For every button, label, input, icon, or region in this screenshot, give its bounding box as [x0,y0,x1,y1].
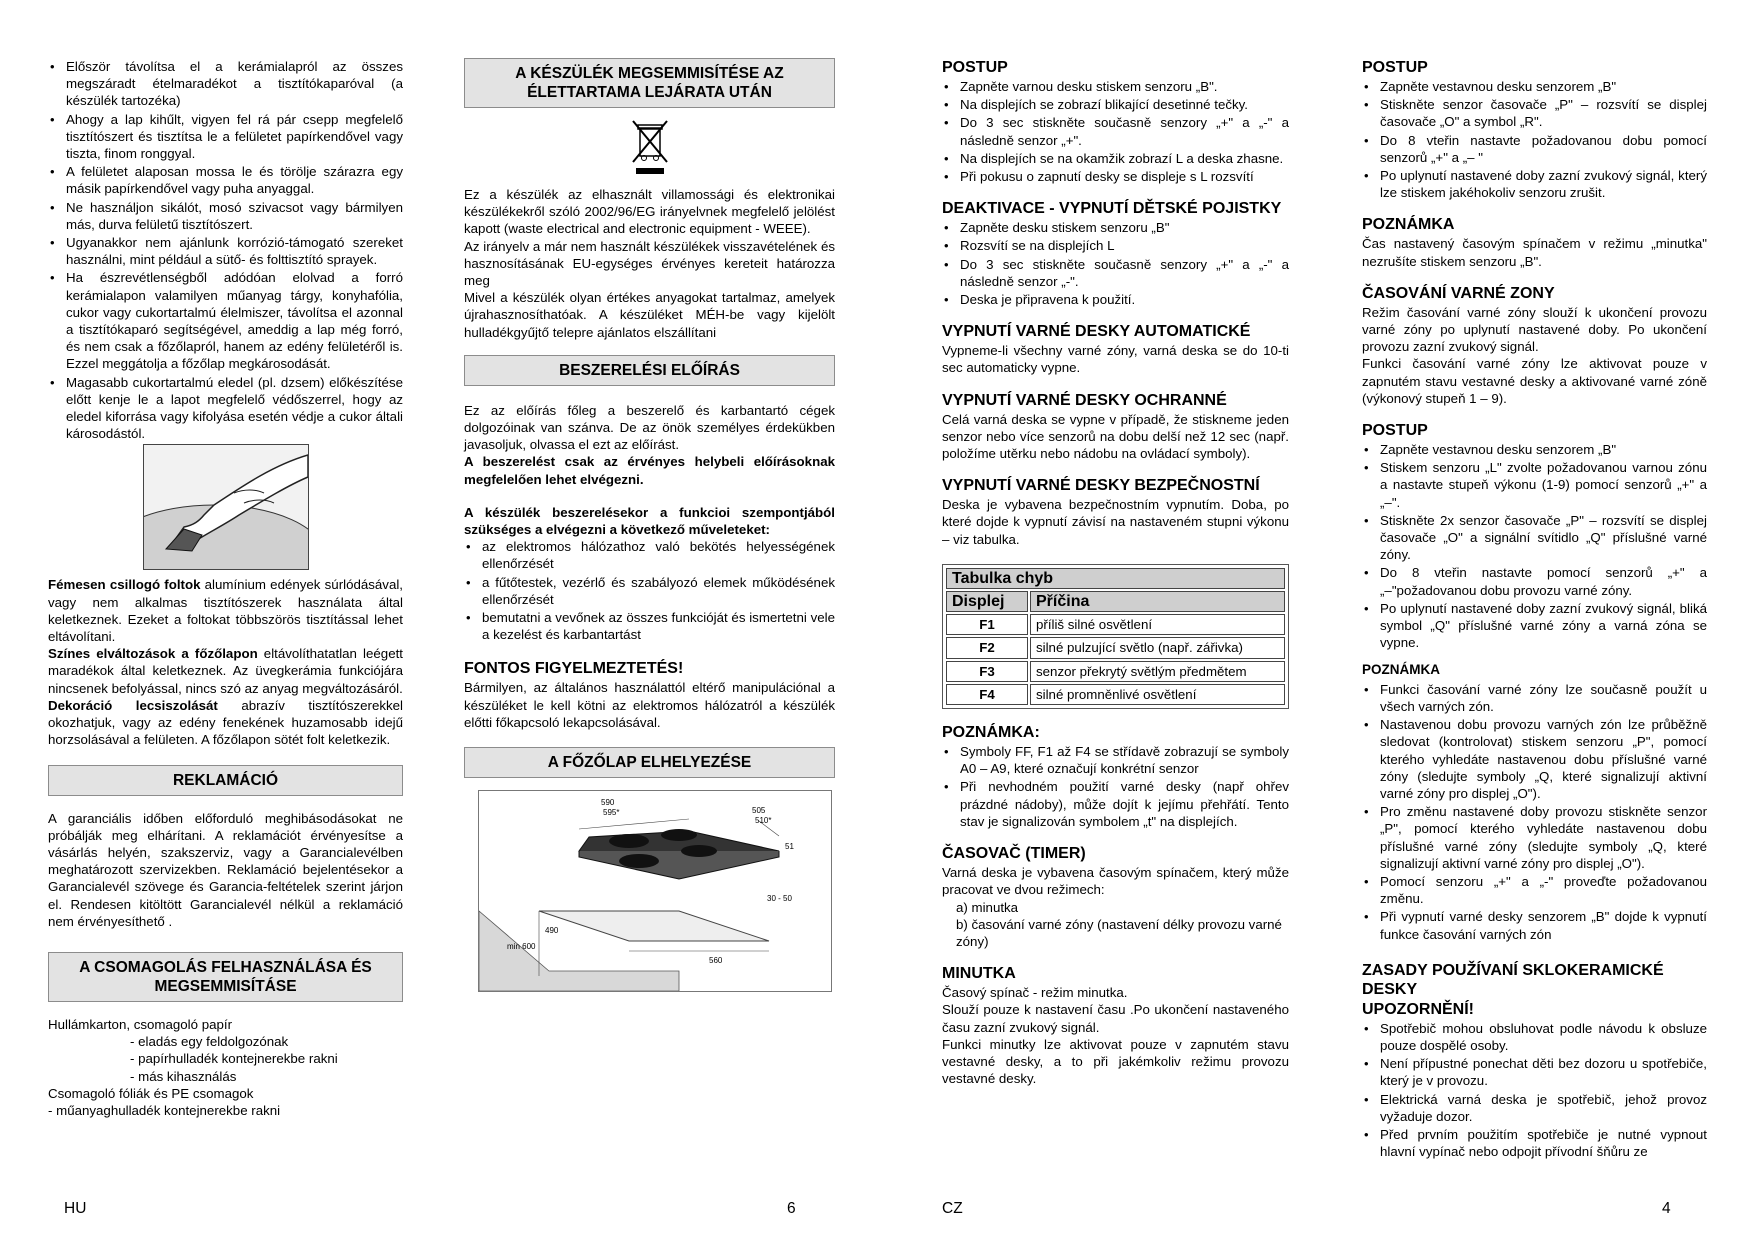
pozn2-text: Čas nastavený časovým spínačem v režimu „minutka" nezrušíte stiskem senzoru „B". [1362,236,1707,269]
ochr-heading: VYPNUTÍ VARNÉ DESKY OCHRANNÉ [942,391,1227,409]
reklamacio-text: A garanciális időben előforduló meghibásodásokat ne próbálják meg elhárítani. A reklamációt érvényesítse a vásárlás helyén, szakszerviz, vagy a Garancialevélben meghatározott szervizekben. Reklamáció bejelentésekor a Garancialevél szövege és Garancia-feltételek szerint járjon el. Rendesen kitöltött Garancialevél nélkül a reklamáció nem érvényesíthető . [48,810,403,929]
casovani-text: Režim časování varné zóny slouží k ukončení provozu varné zóny po uplynutí nastavené doby. Po ukončení provozu zazní zvukový signál. Funkci časování varné zóny lze aktivovat pouze v zapnutém stavu vestavné desky a aktivované varné zóně (výkonový stupeň 1 – 9). [1362,304,1707,406]
timer-text: Varná deska je vybavena časovým spínačem, který může pracovat ve dvou režimech: [942,865,1289,898]
list-item: • Stiskem senzoru „L" zvolte požadovanou varnou zónu a nastavte stupeň výkonu (1-9) pomocí senzorů „+" a „–". [1362,459,1707,511]
weee-p3: Mivel a készülék olyan értékes anyagokat tartalmaz, amelyek újrahasznosíthatóak. A készüléket MÉH-be vagy kijelölt hulladékgyűjtő telepre ajánlatos elszállítani [464,290,835,340]
diagram-label: 560 [709,956,723,966]
diagram-label: 590 [601,798,615,808]
list-item: • Ne használjon sikálót, mosó szivacsot vagy bármilyen más, durva felületű tisztítószert. [48,199,403,233]
cz-column-1 [942,58,1289,1087]
list-item: • Pro změnu nastavené doby provozu stiskněte senzor „P", pomocí kterého vyhledáte nastavenou dobu příslušné varné zóny (sledujte symboly „Q, které signalizují aktivní varné zóny pro displej „O"). [1362,803,1707,872]
list-item: • Do 8 vteřin nastavte pomocí senzorů „+" a „–"požadovanou dobu provozu varné zóny. [1362,564,1707,598]
pozn2-heading: POZNÁMKA [1362,216,1455,234]
table-row: F2 silné pulzující světlo (např. zářivka) [946,637,1285,658]
weee-p2: Az irányelv a már nem használt készülékek visszavételének és hasznosításának EU-egységes érvényes kereteit határozza meg [464,238,835,289]
minutka-text: Časový spínač - režim minutka. Slouží pouze k nastavení času .Po ukončení nastaveného času zazní zvukový signál. Funkci minutky lze aktivovat pouze v zapnutém stavu vestavné desky, a to při jakémkoliv režimu provozu vestavné desky. [942,985,1289,1087]
decor-paragraph: Dekoráció lecsiszolását abrazív tisztítószerekkel okozhatjuk, vagy az edény fenekének huzamosabb idejű horzsolásával a felületen. A főzőlapon sötét folt keletkezik. [48,697,404,748]
list-item: • bemutatni a vevőnek az összes funkcióját és ismertetni vele a kezelést és karbantartást [464,609,835,643]
list-item: • Na displejích se zobrazí blikající desetinné tečky. [942,96,1289,113]
postup1-heading: POSTUP [942,59,1008,76]
table-row: F1 příliš silné osvětlení [946,614,1285,635]
list-item: • Nastavenou dobu provozu varných zón lze průběžně sledovat (kontrolovat) stiskem senzoru „P", pomocí kterého vyhledáte nastavenou dobu příslušné varné zóny (sledujte symboly „Q, které signalizují aktivní varné zóny pro displej „O"). [1362,716,1707,802]
list-item: • Zapněte desku stiskem senzoru „B" [942,219,1289,236]
minutka-heading: MINUTKA [942,965,1016,983]
list-item: • az elektromos hálózathoz való bekötés helyességének ellenőrzését [464,538,835,572]
list-item: • Symboly FF, F1 až F4 se střídavě zobrazují se symboly A0 – A9, které označují konkrétní senzor [942,743,1289,777]
postup3-list [1362,441,1707,651]
diagram-label: 510* [755,816,772,826]
elhelyezes-heading: A FŐZŐLAP ELHELYEZÉSE [464,747,835,778]
list-item: • Deska je připravena k použití. [942,291,1289,308]
list-item: • Funkci časování varné zóny lze současně použít u všech varných zón. [1362,681,1707,715]
diagram-label: 505 [752,806,766,816]
beszereles-heading: BESZERELÉSI ELŐÍRÁS [464,355,835,386]
postup3-heading: POSTUP [1362,422,1428,440]
timer-option-b: b) časování varné zóny (nastavení délky provozu varné zóny) [956,916,1282,949]
list-item: • Pomocí senzoru „+" a „-" proveďte požadovanou změnu. [1362,873,1707,907]
list-item: • Na displejích se na okamžik zobrazí L a deska zhasne. [942,150,1289,167]
metal-stains-paragraph: Fémesen csillogó foltok alumínium edények súrlódásával, vagy nem alkalmas tisztítószerek használata által keletkeznek. Ezeket a foltokat többszörös tisztítással lehet eltávolítani. [48,577,403,645]
installation-diagram [478,790,832,992]
list-item: • Při pokusu o zapnutí desky se displeje s L rozsvítí [942,168,1289,185]
hu-column-2 [464,58,835,992]
list-item: • a fűtőtestek, vezérlő és szabályozó elemek működésének ellenőrzését [464,574,835,608]
list-item: • Při nevhodném použití varné desky (např ohřev prázdné nádoby), může dojít k jejímu přehřátí. Tento stav je signalizován symbolem „t" na displejích. [942,778,1289,830]
page-number-4: 4 [1662,1200,1671,1217]
cleaning-bullets [48,58,403,442]
pozn1-heading: POZNÁMKA: [942,724,1040,742]
postup2-heading: POSTUP [1362,59,1428,76]
csomagolas-heading: A CSOMAGOLÁS FELHASZNÁLÁSA ÉS MEGSEMMISÍTÁSE [48,952,403,1002]
deakt-list [942,219,1289,308]
timer-heading: ČASOVAČ (TIMER) [942,845,1086,863]
upozorneni-heading: UPOZORNĚNÍ! [1362,1000,1474,1018]
list-item: • Při vypnutí varné desky senzorem „B" dojde k vypnutí funkce časování varných zón [1362,908,1707,942]
list-item: • Először távolítsa el a kerámialapról az összes megszáradt ételmaradékot a tisztítókaparóval (a készülék tartozéka) [48,58,403,110]
list-item: • A felületet alaposan mossa le és törölje szárazra egy másik papírkendővel vagy puha anyaggal. [48,163,403,197]
list-item: • Není přípustné ponechat děti bez dozoru u spotřebiče, který je v provozu. [1362,1055,1707,1089]
fontos-heading: FONTOS FIGYELMEZTETÉS! [464,660,684,678]
besz-p1: Ez az előírás főleg a beszerelő és karbantartó cégek dolgozóinak van szánva. De az önök személyes érdekükben javasoljuk, olvassa el ezt az előírást. [464,402,835,453]
list-item: • Do 3 sec stiskněte současně senzory „+" a „-" a následně senzor „-". [942,256,1289,290]
table-header: Příčina [1030,591,1285,612]
bezp-heading: VYPNUTÍ VARNÉ DESKY BEZPEČNOSTNÍ [942,477,1260,495]
list-item: • Do 3 sec stiskněte současně senzory „+" a „-" a následně senzor „+". [942,114,1289,148]
diagram-label: 30 - 50 [767,894,792,904]
bezp-text: Deska je vybavena bezpečnostním vypnutím. Doba, po které dojde k vypnutí závisí na nastaveném stupni výkonu – viz tabulka. [942,497,1289,547]
list-item: • Do 8 vteřin nastavte požadovanou dobu pomocí senzorů „+" a „– " [1362,132,1707,166]
list-item: • Po uplynutí nastavené doby zazní zvukový signál, který lze stiskem jakéhokoliv senzoru zrušit. [1362,167,1707,201]
postup2-list [1362,78,1707,201]
list-item: • Stiskněte 2x senzor časovače „P" – rozsvítí se displej časovače „O" a signální svítidlo „Q" příslušné varné zóny. [1362,512,1707,564]
list-item: • Elektrická varná deska je spotřebič, jehož provoz vyžaduje dozor. [1362,1091,1707,1125]
color-changes-paragraph: Színes elváltozások a főzőlapon eltávolíthatatlan leégett maradékok által keletkeznek. Az üvegkerámia funkciójára nincsenek befolyással, nincs szó az anyag megváltozásáról. [48,646,403,696]
deakt-heading: DEAKTIVACE - VYPNUTÍ DĚTSKÉ POJISTKY [942,200,1282,218]
list-item: • Zapněte vestavnou desku senzorem „B" [1362,441,1707,458]
besz-p1-bold: A beszerelést csak az érvényes helybeli előírásoknak megfelelően lehet elvégezni. [464,454,835,487]
diagram-label: 490 [545,926,559,936]
reklamacio-heading: REKLAMÁCIÓ [48,765,403,796]
besz-p2-bold: A készülék beszerelésekor a funkcioi szempontjából szükséges a elvégezni a következő műveleteket: [464,504,835,538]
table-title: Tabulka chyb [946,568,1285,589]
cz-column-2 [1362,58,1707,1161]
hu-column-1 [48,58,403,1119]
scraper-illustration [143,444,309,570]
pozn3-heading: POZNÁMKA [1362,662,1440,678]
page-number-6: 6 [787,1200,796,1217]
list-item: • Spotřebič mohou obsluhovat podle návodu k obsluze pouze dospělé osoby. [1362,1020,1707,1054]
table-row: F4 silné promněnlivé osvětlení [946,684,1285,705]
postup1-list [942,78,1289,185]
table-header: Displej [946,591,1028,612]
list-item: • Ugyanakkor nem ajánlunk korrózió-támogató szereket használni, mint például a sütő- és folttisztító sprayek. [48,234,403,268]
list-item: • Zapněte vestavnou desku senzorem „B" [1362,78,1707,95]
ochr-text: Celá varná deska se vypne v případě, že stiskneme jeden senzor nebo více senzorů na dobu delší než 12 sec (např. položíme utěrku nebo nádobu na ovládací symboly). [942,411,1289,462]
error-table [942,564,1289,709]
timer-option-a: a) minutka [956,899,1019,915]
list-item: • Ahogy a lap kihűlt, vigyen fel rá pár csepp megfelelő tisztítószert és tisztítsa le a felületet papírkendővel vagy tiszta, finom ronggyal. [48,111,403,163]
megsemmisites-heading: A KÉSZÜLÉK MEGSEMMISÍTÉSE AZ ÉLETTARTAMA LEJÁRATA UTÁN [464,58,835,108]
packaging-list: Hullámkarton, csomagoló papír - eladás egy feldolgozónak - papírhulladék kontejnerekbe rakni - más kihasználás Csomagoló fóliák és PE csomagok - műanyaghulladék kontejnerekbe rakni [48,1016,338,1118]
diagram-label: 595* [603,808,620,818]
list-item: • Ha észrevétlenségből adódóan elolvad a forró kerámialapon valamilyen műanyag tárgy, konyhafólia, cukor vagy cukortartalmú élelmiszer, távolítsa el azonnal a tisztítókaparó segítségével, ameddig a lap még forró, és nem csak a főzőlapról, hanem az edény felületéről is. Ezzel meggátolja a főzőlap megkárosodását. [48,269,403,372]
diagram-label: 51 [785,842,794,852]
upozorneni-list [1362,1020,1707,1161]
auto-text: Vypneme-li všechny varné zóny, varná deska se do 10-ti sec automaticky vypne. [942,343,1289,376]
table-row: F3 senzor překrytý světlým předmětem [946,661,1285,682]
weee-p1: Ez a készülék az elhasznált villamossági és elektronikai készülékekről szóló 2002/96/EG irányelvnek megfelelő jelölést kapott (waste electrical and electronic equipment - WEEE). [464,187,835,237]
list-item: • Po uplynutí nastavené doby zazní zvukový signál, bliká symbol „Q" příslušné varné zóny a varná zóna se vypne. [1362,600,1707,652]
zasady-heading: ZASADY POUŽÍVANÍ SKLOKERAMICKÉ DESKY [1362,961,1664,998]
fontos-text: Bármilyen, az általános használattól eltérő manipulációnal a készüléket le kell kötni az elektromos hálózatról a készülék előtti főkapcsoló lekapcsolásával. [464,680,835,730]
install-bullets [464,538,835,643]
list-item: • Před prvním použitím spotřebiče je nutné vypnout hlavní vypínač nebo odpojit přívodní šňůru ze [1362,1126,1707,1160]
list-item: • Magasabb cukortartalmú eledel (pl. dzsem) előkészítése előtt kenje le a lapot megfelelő védőszerrel, hogy az eledel kiforrása vagy kifolyása esetén védje a cukor általi károsodástól. [48,374,403,443]
diagram-label: min 600 [507,942,536,952]
list-item: • Zapněte varnou desku stiskem senzoru „B". [942,78,1289,95]
pozn1-list [942,743,1289,830]
casovani-heading: ČASOVÁNÍ VARNÉ ZONY [1362,284,1555,302]
weee-bin-icon [630,118,670,176]
list-item: • Rozsvítí se na displejích L [942,237,1289,254]
footer-lang-cz: CZ [942,1200,963,1217]
pozn3-list [1362,681,1707,943]
footer-lang-hu: HU [64,1200,87,1217]
list-item: • Stiskněte senzor časovače „P" – rozsvítí se displej časovače „O" a symbol „R". [1362,96,1707,130]
auto-heading: VYPNUTÍ VARNÉ DESKY AUTOMATICKÉ [942,323,1251,341]
